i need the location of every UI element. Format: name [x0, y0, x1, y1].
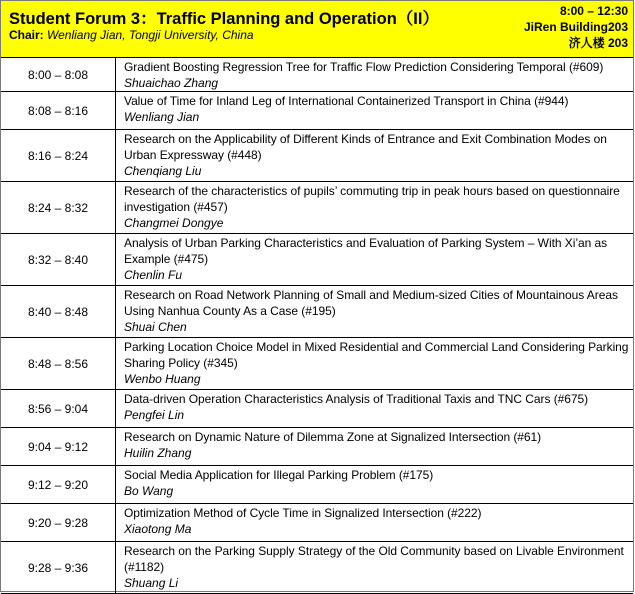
table-row — [1, 338, 633, 390]
slot-time: 9:04 – 9:12 — [1, 428, 116, 466]
session-title: Student Forum 3：Traffic Planning and Operation（II） — [9, 10, 439, 28]
paper-author: Wenliang Jian — [124, 110, 200, 124]
paper-title: Parking Location Choice Model in Mixed Residential and Commercial Land Considering Parking Sharing Policy (#345) — [124, 340, 629, 370]
table-row — [1, 182, 633, 234]
paper-author: Xiaotong Ma — [124, 522, 192, 536]
session-room-cn: 济人楼 203 — [568, 36, 628, 50]
slot-time: 8:48 – 8:56 — [1, 338, 116, 390]
slot-time: 9:28 – 9:36 — [1, 542, 116, 594]
table-row — [1, 286, 633, 338]
paper-title: Optimization Method of Cycle Time in Signalized Intersection (#222) — [124, 506, 482, 520]
slot-time: 9:20 – 9:28 — [1, 504, 116, 542]
session-chair — [9, 28, 254, 42]
paper-title: Value of Time for Inland Leg of International Containerized Transport in China (#944) — [124, 94, 569, 108]
paper-author: Wenbo Huang — [124, 372, 201, 386]
paper-author: Chenlin Fu — [124, 268, 183, 282]
paper-title: Research of the characteristics of pupils’ commuting trip in peak hours based on questionnaire investigation (#457) — [124, 184, 620, 214]
paper-title: Data-driven Operation Characteristics Analysis of Traditional Taxis and TNC Cars (#675) — [124, 392, 589, 406]
slot-time: 8:56 – 9:04 — [1, 390, 116, 428]
paper-cell — [116, 234, 634, 286]
slot-time: 8:24 – 8:32 — [1, 182, 116, 234]
paper-title: Social Media Application for Illegal Parking Problem (#175) — [124, 468, 434, 482]
paper-author: Pengfei Lin — [124, 408, 185, 422]
paper-cell — [116, 338, 634, 390]
chair-name: Wenliang Jian, Tongji University, China — [47, 28, 254, 42]
slot-time: 8:32 – 8:40 — [1, 234, 116, 286]
session-venue — [524, 3, 628, 51]
paper-title: Research on the Applicability of Different Kinds of Entrance and Exit Combination Modes on Urban Expressway (#448) — [124, 132, 607, 162]
table-row — [1, 466, 633, 504]
paper-author: Shuai Chen — [124, 320, 187, 334]
paper-author: Chenqiang Liu — [124, 164, 202, 178]
slot-time: 8:08 – 8:16 — [1, 92, 116, 130]
paper-title: Research on Dynamic Nature of Dilemma Zone at Signalized Intersection (#61) — [124, 430, 542, 444]
table-row — [1, 504, 633, 542]
schedule-table — [1, 58, 633, 594]
paper-author: Shuang Li — [124, 576, 179, 590]
table-row — [1, 58, 633, 92]
paper-cell — [116, 286, 634, 338]
session-header — [1, 1, 633, 58]
chair-label: Chair: — [9, 28, 44, 42]
paper-title: Analysis of Urban Parking Characteristics and Evaluation of Parking System – With Xi’an as Example (#475) — [124, 236, 608, 266]
table-row — [1, 428, 633, 466]
paper-cell — [116, 130, 634, 182]
slot-time: 8:16 – 8:24 — [1, 130, 116, 182]
paper-author: Shuaichao Zhang — [124, 76, 219, 90]
slot-time: 9:12 – 9:20 — [1, 466, 116, 504]
paper-author: Bo Wang — [124, 484, 174, 498]
paper-cell — [116, 542, 634, 594]
paper-cell — [116, 182, 634, 234]
paper-cell — [116, 504, 634, 542]
paper-cell — [116, 466, 634, 504]
paper-cell — [116, 58, 634, 92]
session-building: JiRen Building203 — [523, 20, 628, 34]
paper-title: Gradient Boosting Regression Tree for Traffic Flow Prediction Considering Temporal (#609) — [124, 60, 604, 74]
table-row — [1, 130, 633, 182]
table-row — [1, 390, 633, 428]
slot-time: 8:00 – 8:08 — [1, 58, 116, 92]
paper-title: Research on the Parking Supply Strategy of the Old Community based on Livable Environment (#1182) — [124, 544, 624, 574]
table-row — [1, 92, 633, 130]
paper-cell — [116, 390, 634, 428]
table-row — [1, 234, 633, 286]
paper-title: Research on Road Network Planning of Small and Medium-sized Cities of Mountainous Areas Using Nanhua County As a Case (#195) — [124, 288, 618, 318]
paper-author: Huilin Zhang — [124, 446, 192, 460]
paper-author: Changmei Dongye — [124, 216, 224, 230]
slot-time: 8:40 – 8:48 — [1, 286, 116, 338]
paper-cell — [116, 428, 634, 466]
paper-cell — [116, 92, 634, 130]
session-time: 8:00 – 12:30 — [559, 4, 628, 18]
table-row — [1, 542, 633, 594]
